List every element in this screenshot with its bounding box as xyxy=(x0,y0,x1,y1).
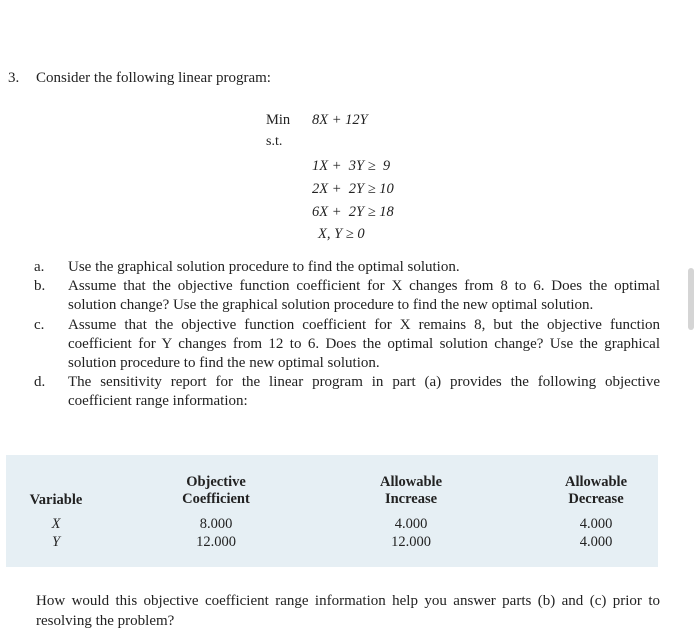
header-objective-line2: Coefficient xyxy=(182,491,250,507)
part-label: a. xyxy=(34,259,45,275)
cell-variable: Y xyxy=(51,534,61,550)
followup-question: How would this objective coefficient range information help you answer parts (b) and (c) prior to resolving the problem? xyxy=(36,593,660,629)
part-label: d. xyxy=(34,374,46,391)
cell-allowable-increase: 12.000 xyxy=(391,534,431,550)
cell-objective-coefficient: 12.000 xyxy=(196,534,236,550)
part-c xyxy=(34,316,660,374)
cell-allowable-increase: 4.000 xyxy=(394,516,428,532)
question-intro: Consider the following linear program: xyxy=(36,70,271,86)
part-text: Use the graphical solution procedure to find the optimal solution. xyxy=(68,259,460,275)
header-objective-line1: Objective xyxy=(186,474,246,490)
vertical-scrollbar[interactable] xyxy=(688,268,694,330)
cell-allowable-decrease: 4.000 xyxy=(579,516,613,532)
header-variable: Variable xyxy=(29,492,83,508)
part-label: c. xyxy=(34,316,45,333)
nonnegativity-constraint: X, Y ≥ 0 xyxy=(318,226,365,242)
part-b xyxy=(34,277,660,315)
question-parts xyxy=(34,258,660,412)
objective-function: 8X + 12Y xyxy=(312,112,368,128)
cell-variable: X xyxy=(51,516,61,532)
sensitivity-table xyxy=(6,455,658,567)
constraint-1: 1X + 3Y ≥ 9 xyxy=(312,158,391,174)
header-increase-line2: Increase xyxy=(384,491,438,507)
part-text: Assume that the objective function coefficient for X changes from 8 to 6. Does the optimal solution change? Use the graphical solution procedure to find the new optimal solution. xyxy=(68,278,660,314)
constraint-3: 6X + 2Y ≥ 18 xyxy=(312,204,394,220)
header-increase-line1: Allowable xyxy=(379,474,443,490)
part-a xyxy=(34,258,660,277)
constraint-2: 2X + 2Y ≥ 10 xyxy=(312,181,394,197)
part-label: b. xyxy=(34,278,46,295)
part-d xyxy=(34,373,660,411)
part-text: Assume that the objective function coefficient for X remains 8, but the objective function coefficient for Y changes from 12 to 6. Does the optimal solution change? Use the graphical solution procedure to find the new optimal solution. xyxy=(68,316,660,372)
min-label: Min xyxy=(266,112,291,128)
header-decrease-line1: Allowable xyxy=(564,474,628,490)
subject-to-label: s.t. xyxy=(266,134,283,149)
part-text: The sensitivity report for the linear program in part (a) provides the following objective coefficient range information: xyxy=(68,374,660,410)
cell-allowable-decrease: 4.000 xyxy=(579,534,613,550)
header-decrease-line2: Decrease xyxy=(568,491,624,507)
cell-objective-coefficient: 8.000 xyxy=(199,516,233,532)
question-number: 3. xyxy=(8,70,20,86)
